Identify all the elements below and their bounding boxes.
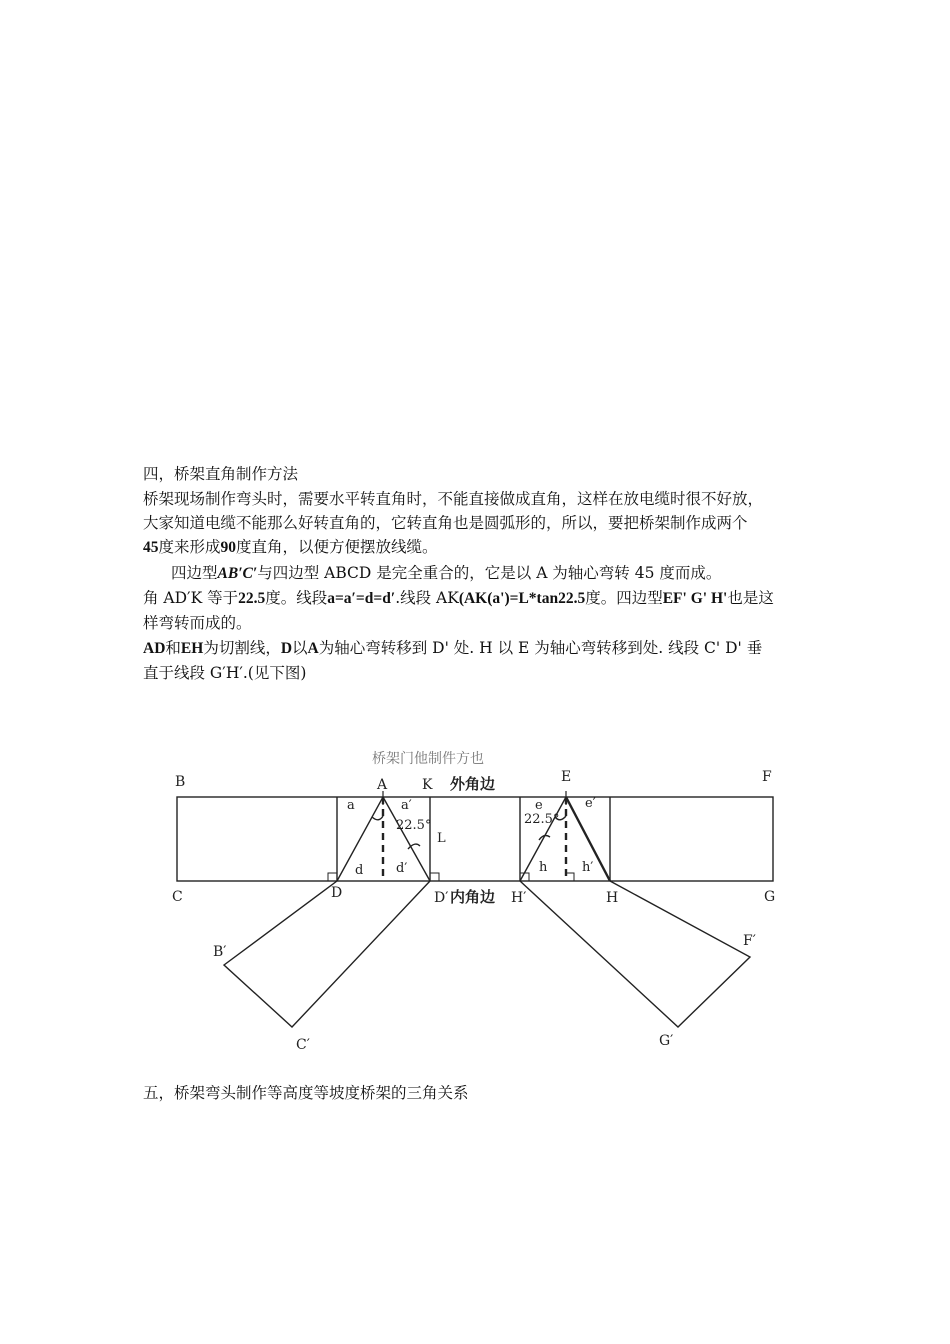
bridge-elbow-diagram: [160, 745, 800, 1060]
point-label-H-prime: H′: [511, 890, 527, 906]
right-angle-mark: [566, 873, 574, 881]
formula: (AK(a')=L*tan22.5: [458, 590, 586, 607]
text-span: 也是这: [727, 589, 774, 607]
paragraph-line: 桥架现场制作弯头时，需要水平转直角时，不能直接做成直角，这样在放电缆时很不好放，: [143, 490, 764, 508]
section4-heading: 四，桥架直角制作方法: [143, 465, 299, 483]
point-label-B-prime: B′: [213, 944, 227, 960]
equation: a=a′=d=d′: [327, 590, 396, 607]
text-span: .线段 AK: [395, 589, 459, 607]
point-label-D-prime: D′: [434, 890, 449, 906]
point-label-E: E: [561, 769, 572, 785]
segment-label-L: L: [437, 831, 446, 846]
number-90: 90: [220, 539, 237, 556]
text-span: 为切割线，: [203, 639, 281, 657]
angle-value: 22.5: [238, 590, 266, 607]
point-label-C: C: [172, 889, 183, 905]
angle-arc-left: [372, 816, 383, 820]
inner-edge-label: 内角边: [450, 888, 496, 906]
paragraph-line: [143, 586, 774, 611]
segment-label: AD: [143, 640, 166, 657]
right-angle-mark: [328, 873, 337, 881]
segment-label-e: e: [535, 798, 543, 813]
text-span: 度。四边型: [585, 589, 663, 607]
paragraph-line: [143, 636, 762, 661]
point-label-F-prime: F′: [743, 933, 756, 949]
text-span: 和: [165, 639, 181, 657]
rotated-quad-right: [520, 881, 750, 1027]
quad-label: EF' G' H': [662, 590, 728, 607]
outer-edge-label: 外角边: [450, 775, 496, 793]
segment-label-h: h: [539, 860, 548, 875]
text-span: 度来形成: [158, 538, 221, 556]
point-label-F: F: [762, 769, 772, 785]
text-span: 以: [292, 639, 308, 657]
paragraph-line: 大家知道电缆不能那么好转直角的，它转直角也是圆弧形的，所以，要把桥架制作成两个: [143, 514, 748, 532]
diagram-caption: 桥架门他制件方也: [372, 751, 484, 767]
angle-arc-right-mid: [539, 836, 550, 840]
segment-label-a-prime: a′: [401, 798, 412, 813]
point-label-B: B: [175, 774, 186, 790]
segment-label-d: d: [355, 863, 364, 878]
quad-label: AB′C′: [217, 565, 258, 582]
tray-outline: [177, 797, 773, 881]
text-span: 四边型: [171, 564, 218, 582]
text-span: 角 AD′K 等于: [143, 589, 239, 607]
paragraph-line: 直于线段 G′H′.(见下图): [143, 664, 307, 682]
text-span: 为轴心弯转移到 D' 处. H 以 E 为轴心弯转移到处. 线段 C' D' 垂: [318, 639, 763, 657]
number-45: 45: [143, 539, 159, 556]
point-label: A: [307, 640, 319, 657]
segment-label: EH: [180, 640, 204, 657]
point-label-G: G: [764, 889, 776, 905]
text-span: 度。线段: [265, 589, 328, 607]
segment-label-a: a: [347, 798, 355, 813]
angle-label-left: 22.5°: [396, 818, 432, 833]
segment-label-h-prime: h′: [582, 860, 594, 875]
segment-label-d-prime: d′: [396, 861, 408, 876]
paragraph-line: 样弯转而成的。: [143, 614, 252, 632]
angle-label-right: 22.5°: [524, 812, 560, 827]
section5-heading: 五，桥架弯头制作等高度等坡度桥架的三角关系: [143, 1084, 469, 1102]
point-label-A: A: [377, 777, 388, 793]
segment-label-e-prime: e′: [585, 796, 596, 811]
point-label: D: [280, 640, 293, 657]
text-span: 与四边型 ABCD 是完全重合的，它是以 A 为轴心弯转 45 度而成。: [257, 564, 722, 582]
point-label-G-prime: G′: [659, 1033, 674, 1049]
point-label-H: H: [606, 890, 619, 906]
rotated-quad-left: [224, 881, 430, 1027]
text-span: 度直角，以便方便摆放线缆。: [236, 538, 438, 556]
point-label-C-prime: C′: [296, 1037, 310, 1053]
point-label-D: D: [331, 885, 343, 901]
paragraph-line: [171, 561, 721, 586]
point-label-K: K: [422, 777, 433, 793]
paragraph-line: [143, 535, 438, 560]
right-angle-mark: [430, 873, 439, 881]
diagram-lines: [177, 791, 776, 1027]
